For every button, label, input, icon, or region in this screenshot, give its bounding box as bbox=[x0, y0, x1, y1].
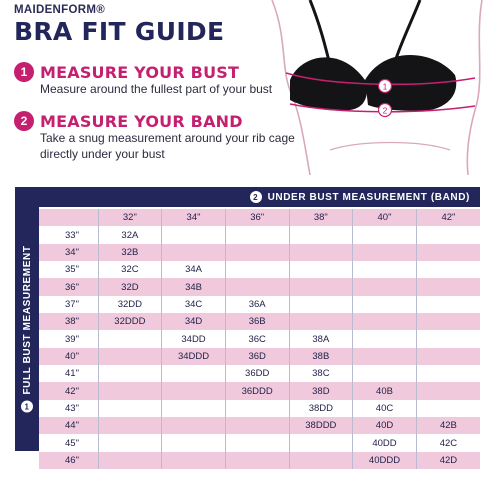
bra-illustration bbox=[270, 0, 494, 175]
size-cell: 34B bbox=[162, 278, 226, 295]
size-chart-table bbox=[39, 209, 480, 469]
size-cell bbox=[98, 348, 162, 365]
step-2-number: 2 bbox=[14, 111, 34, 131]
size-cell: 36DD bbox=[225, 365, 289, 382]
size-cell: 32DDD bbox=[98, 313, 162, 330]
corner-cell bbox=[39, 209, 98, 226]
size-cell bbox=[416, 261, 480, 278]
size-cell bbox=[225, 417, 289, 434]
size-cell bbox=[225, 434, 289, 451]
size-cell bbox=[162, 244, 226, 261]
bust-size-header bbox=[15, 207, 39, 451]
table-row bbox=[39, 348, 480, 365]
bust-size-cell: 43" bbox=[39, 400, 98, 417]
size-cell bbox=[98, 452, 162, 469]
size-cell: 32C bbox=[98, 261, 162, 278]
size-cell bbox=[225, 226, 289, 243]
size-cell: 38D bbox=[289, 382, 353, 399]
step-2-label: MEASURE YOUR BAND bbox=[40, 111, 243, 131]
step-1-number: 1 bbox=[14, 62, 34, 82]
table-row bbox=[39, 434, 480, 451]
band-size-row bbox=[39, 209, 480, 226]
page-title: BRA FIT GUIDE bbox=[14, 17, 225, 46]
size-cell bbox=[162, 452, 226, 469]
band-size-cell: 34" bbox=[162, 209, 226, 226]
table-row bbox=[39, 244, 480, 261]
size-cell bbox=[353, 348, 417, 365]
size-cell: 36DDD bbox=[225, 382, 289, 399]
size-cell: 40D bbox=[353, 417, 417, 434]
size-cell bbox=[353, 278, 417, 295]
size-cell: 36B bbox=[225, 313, 289, 330]
table-row bbox=[39, 226, 480, 243]
size-cell bbox=[416, 296, 480, 313]
table-row bbox=[39, 452, 480, 469]
size-cell bbox=[416, 244, 480, 261]
size-cell: 32DD bbox=[98, 296, 162, 313]
size-cell: 34A bbox=[162, 261, 226, 278]
step-2 bbox=[14, 111, 243, 131]
bust-size-cell: 40" bbox=[39, 348, 98, 365]
bust-size-cell: 45" bbox=[39, 434, 98, 451]
body-outline-right bbox=[467, 0, 482, 175]
table-row bbox=[39, 382, 480, 399]
size-cell bbox=[353, 330, 417, 347]
band-size-cell: 36" bbox=[225, 209, 289, 226]
size-cell: 34D bbox=[162, 313, 226, 330]
table-row bbox=[39, 400, 480, 417]
size-cell: 42B bbox=[416, 417, 480, 434]
size-cell bbox=[416, 400, 480, 417]
size-cell bbox=[416, 313, 480, 330]
size-cell bbox=[162, 400, 226, 417]
size-cell: 38A bbox=[289, 330, 353, 347]
table-row bbox=[39, 365, 480, 382]
size-cell bbox=[416, 348, 480, 365]
size-cell: 36C bbox=[225, 330, 289, 347]
size-cell: 42C bbox=[416, 434, 480, 451]
size-cell: 34DD bbox=[162, 330, 226, 347]
bust-header-number: 1 bbox=[21, 401, 33, 413]
size-cell bbox=[289, 278, 353, 295]
size-cell bbox=[98, 330, 162, 347]
size-cell: 42D bbox=[416, 452, 480, 469]
table-row bbox=[39, 330, 480, 347]
band-size-cell: 38" bbox=[289, 209, 353, 226]
step-2-description bbox=[40, 130, 295, 162]
size-cell: 32B bbox=[98, 244, 162, 261]
size-cell bbox=[225, 400, 289, 417]
band-size-cell: 42" bbox=[416, 209, 480, 226]
band-marker-number: 2 bbox=[382, 105, 388, 116]
step-1-desc-line: Measure around the fullest part of your bust bbox=[40, 82, 273, 96]
size-cell bbox=[162, 382, 226, 399]
size-cell bbox=[225, 261, 289, 278]
bust-marker-number: 1 bbox=[382, 81, 388, 92]
size-cell bbox=[98, 365, 162, 382]
size-cell bbox=[98, 382, 162, 399]
band-size-header bbox=[15, 187, 480, 207]
size-cell: 38C bbox=[289, 365, 353, 382]
size-cell: 38DDD bbox=[289, 417, 353, 434]
bust-size-cell: 41" bbox=[39, 365, 98, 382]
size-cell: 32D bbox=[98, 278, 162, 295]
size-cell bbox=[353, 226, 417, 243]
size-cell: 38DD bbox=[289, 400, 353, 417]
size-cell bbox=[162, 434, 226, 451]
table-row bbox=[39, 278, 480, 295]
size-cell bbox=[225, 452, 289, 469]
table-row bbox=[39, 296, 480, 313]
size-cell: 38B bbox=[289, 348, 353, 365]
size-cell bbox=[416, 382, 480, 399]
size-cell bbox=[289, 244, 353, 261]
bust-size-cell: 36" bbox=[39, 278, 98, 295]
step-1-label: MEASURE YOUR BUST bbox=[40, 62, 240, 82]
bust-size-cell: 44" bbox=[39, 417, 98, 434]
size-cell bbox=[353, 261, 417, 278]
bust-size-cell: 34" bbox=[39, 244, 98, 261]
table-row bbox=[39, 417, 480, 434]
size-cell bbox=[162, 226, 226, 243]
bust-header-label: FULL BUST MEASUREMENT bbox=[21, 245, 33, 395]
step-2-desc-line: Take a snug measurement around your rib cage bbox=[40, 131, 295, 145]
size-cell bbox=[353, 365, 417, 382]
size-cell bbox=[162, 417, 226, 434]
size-cell bbox=[289, 313, 353, 330]
size-cell: 36A bbox=[225, 296, 289, 313]
size-cell bbox=[98, 417, 162, 434]
size-cell bbox=[289, 452, 353, 469]
size-cell bbox=[289, 434, 353, 451]
ribcage-line bbox=[330, 143, 450, 151]
size-cell bbox=[353, 296, 417, 313]
size-cell bbox=[225, 278, 289, 295]
bust-size-cell: 37" bbox=[39, 296, 98, 313]
bra-strap-right bbox=[395, 0, 420, 62]
size-cell: 32A bbox=[98, 226, 162, 243]
size-cell bbox=[416, 226, 480, 243]
size-cell: 34C bbox=[162, 296, 226, 313]
size-cell: 40B bbox=[353, 382, 417, 399]
bust-size-cell: 39" bbox=[39, 330, 98, 347]
size-cell bbox=[225, 244, 289, 261]
bust-size-cell: 46" bbox=[39, 452, 98, 469]
size-cell bbox=[289, 226, 353, 243]
size-cell bbox=[353, 313, 417, 330]
size-cell: 36D bbox=[225, 348, 289, 365]
size-cell: 34DDD bbox=[162, 348, 226, 365]
size-cell bbox=[416, 278, 480, 295]
bust-size-cell: 38" bbox=[39, 313, 98, 330]
brand-logo: MAIDENFORM® bbox=[14, 4, 105, 16]
size-cell: 40DDD bbox=[353, 452, 417, 469]
size-cell: 40DD bbox=[353, 434, 417, 451]
step-2-desc-line: directly under your bust bbox=[40, 147, 165, 161]
size-cell bbox=[416, 365, 480, 382]
step-1 bbox=[14, 62, 239, 82]
bust-size-cell: 35" bbox=[39, 261, 98, 278]
band-header-number: 2 bbox=[250, 191, 262, 203]
band-header-label: UNDER BUST MEASUREMENT (BAND) bbox=[267, 191, 470, 203]
table-row bbox=[39, 261, 480, 278]
band-size-cell: 32" bbox=[98, 209, 162, 226]
size-cell bbox=[289, 296, 353, 313]
size-cell bbox=[353, 244, 417, 261]
table-row bbox=[39, 313, 480, 330]
size-cell bbox=[416, 330, 480, 347]
size-cell bbox=[98, 400, 162, 417]
size-cell bbox=[162, 365, 226, 382]
step-1-description bbox=[40, 81, 272, 97]
bust-size-cell: 42" bbox=[39, 382, 98, 399]
size-cell: 40C bbox=[353, 400, 417, 417]
band-size-cell: 40" bbox=[353, 209, 417, 226]
size-cell bbox=[289, 261, 353, 278]
bust-size-cell: 33" bbox=[39, 226, 98, 243]
bra-strap-left bbox=[310, 0, 330, 65]
size-cell bbox=[98, 434, 162, 451]
